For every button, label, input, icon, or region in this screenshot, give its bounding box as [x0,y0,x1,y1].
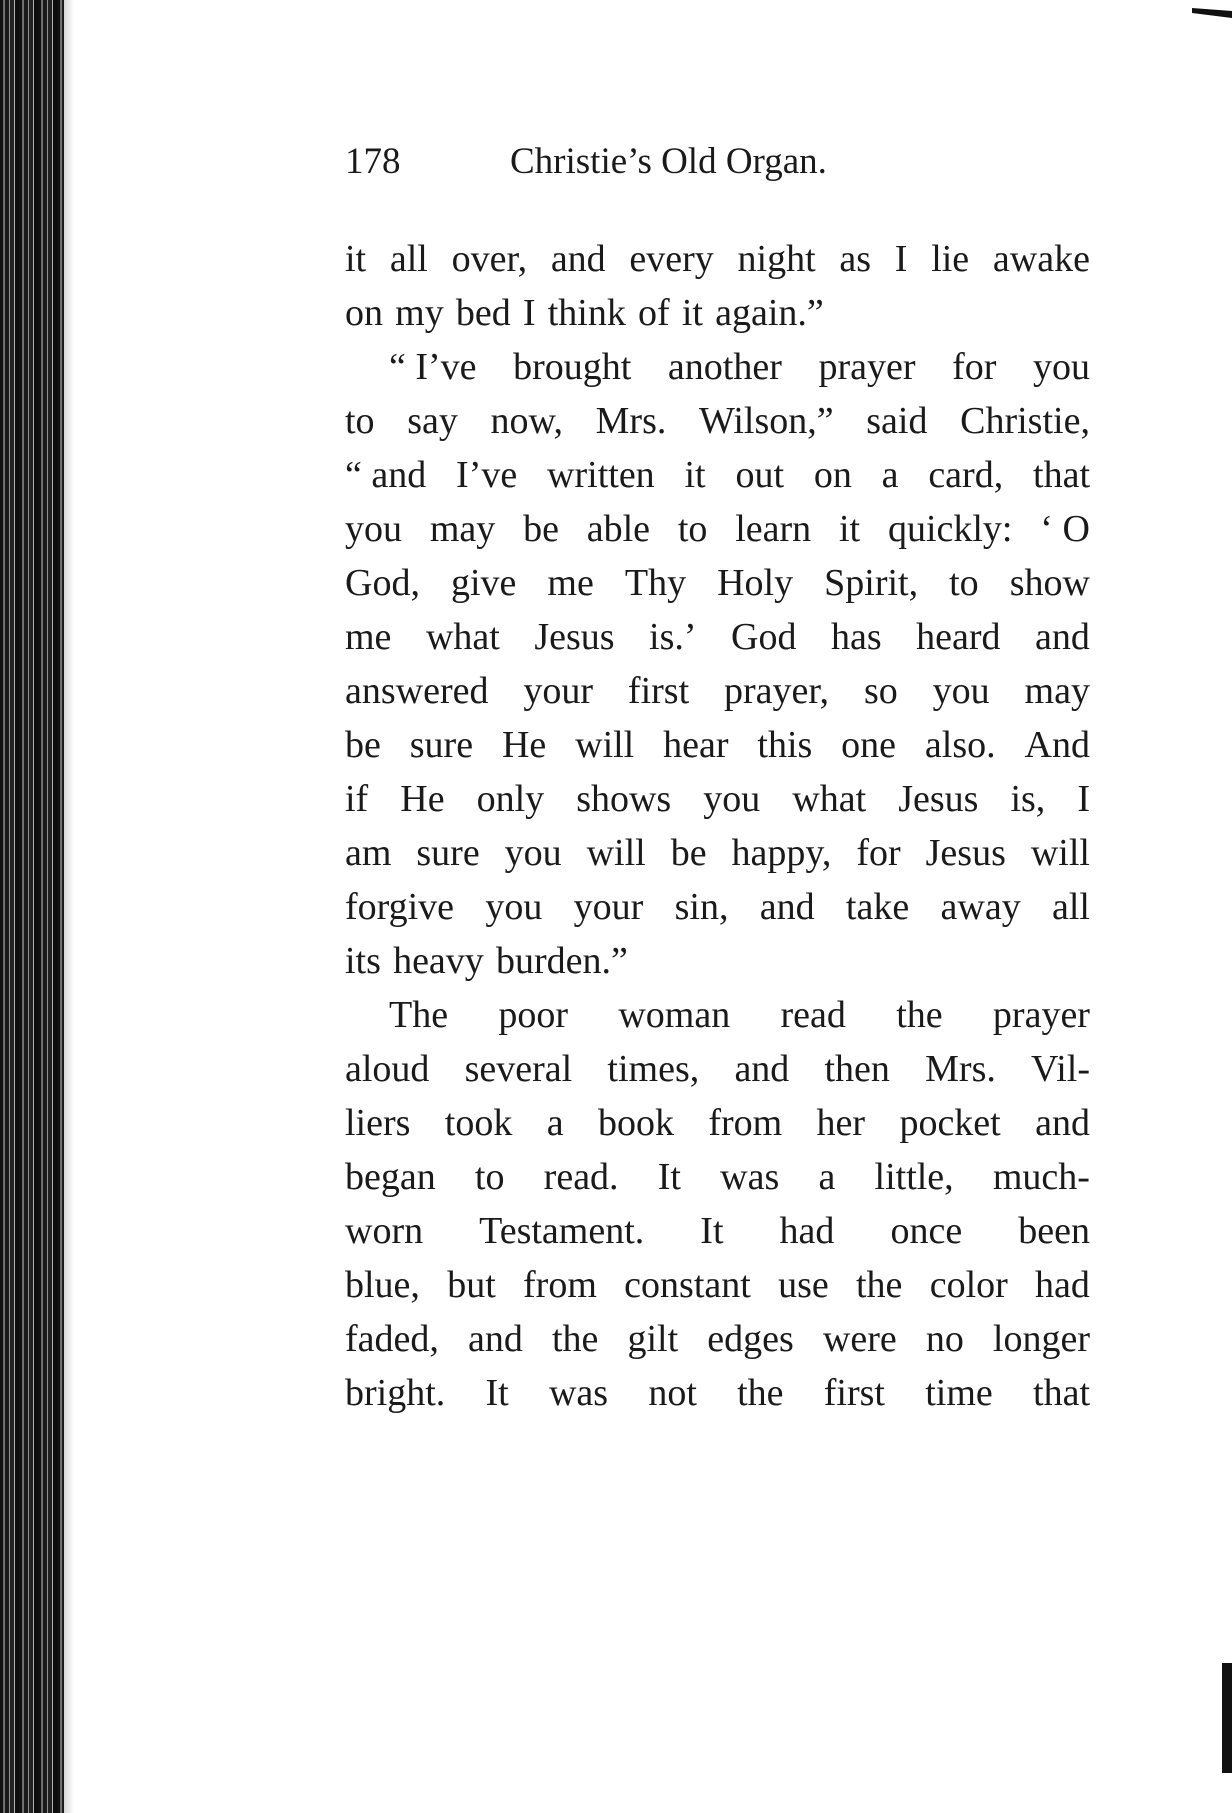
word: on [345,292,383,334]
word: answered [345,670,489,712]
word: been [1018,1210,1090,1252]
word: little, [874,1156,954,1198]
text-line [345,772,1090,826]
word: another [667,346,782,388]
scan-corner-mark [1192,8,1232,18]
word: may [429,508,496,550]
word: had [779,1210,835,1252]
text-line [345,1150,1090,1204]
word: a [818,1156,836,1198]
word: from [708,1102,783,1144]
text-line [345,1366,1090,1420]
word: prayer [818,346,916,388]
word: the [551,1318,599,1360]
word: time [925,1372,993,1414]
word: written [547,454,655,496]
word: ‘ O [1040,508,1090,550]
word: first [823,1372,885,1414]
word: longer [992,1318,1090,1360]
word: take [845,886,910,928]
word: Mrs. [925,1048,996,1090]
word: and [1035,616,1090,658]
word: the [856,1264,903,1306]
binding-shadow [64,0,74,1813]
word: bed [455,292,511,334]
text-line [345,880,1090,934]
word: on [813,454,852,496]
word: this [757,724,813,766]
word: one [841,724,897,766]
page-number: 178 [345,141,401,182]
word: from [523,1264,597,1306]
word: read [780,994,846,1036]
word: and [550,238,606,280]
word: a [881,454,899,496]
word: all [389,238,428,280]
text-line [345,934,1090,988]
word: first [627,670,690,712]
word: hear [663,724,729,766]
word: constant [624,1264,751,1306]
word: and [467,1318,523,1360]
word: be [345,724,381,766]
word: worn [345,1210,424,1252]
word: that [1033,1372,1090,1414]
word: not [648,1372,697,1414]
word: will [575,724,635,766]
word: began [345,1156,436,1198]
word: He [501,724,547,766]
word: pocket [899,1102,1001,1144]
word: again.” [715,292,824,334]
word: took [444,1102,513,1144]
text-line [345,610,1090,664]
page-header [345,140,1090,184]
word: be [523,508,559,550]
word: you [485,886,543,928]
word: and [734,1048,790,1090]
word: bright. [345,1372,446,1414]
word: learn [735,508,812,550]
word: liers [345,1102,411,1144]
word: will [586,832,646,874]
word: gilt [627,1318,679,1360]
word: show [1009,562,1090,604]
word: so [863,670,898,712]
word: burden.” [495,940,628,982]
word: I’ve [456,454,518,496]
text-line [345,232,1090,286]
word: am [345,832,392,874]
word: to [949,562,979,604]
word: was [720,1156,780,1198]
word: had [1035,1264,1090,1306]
word: said [866,400,928,442]
word: faded, [345,1318,439,1360]
word: for [952,346,997,388]
word: what [425,616,500,658]
word: to [345,400,375,442]
word: give [450,562,517,604]
word: but [447,1264,496,1306]
word: Holy [717,562,794,604]
word: then [824,1048,890,1090]
word: will [1030,832,1090,874]
word: much- [992,1156,1090,1198]
word: as [839,238,872,280]
word: Christie, [960,400,1090,442]
word: it [839,508,861,550]
word: awake [992,238,1090,280]
word: sure [409,724,474,766]
text-line [345,1312,1090,1366]
word: also. [924,724,996,766]
scan-edge-mark [1222,1663,1232,1773]
word: edges [707,1318,794,1360]
word: is, [1010,778,1046,820]
word: He [400,778,445,820]
word: think [547,292,626,334]
text-line [345,1042,1090,1096]
word: prayer [992,994,1090,1036]
word: be [670,832,707,874]
word: times, [607,1048,700,1090]
word: use [778,1264,829,1306]
word: It [657,1156,681,1198]
word: to [474,1156,505,1198]
word: me [345,616,392,658]
word: away [940,886,1021,928]
word: her [816,1102,866,1144]
word: happy, [731,832,832,874]
body-text [345,232,1090,1420]
word: Jesus [534,616,615,658]
word: It [485,1372,509,1414]
word: And [1024,724,1090,766]
word: able [586,508,651,550]
word: prayer, [724,670,830,712]
word: heard [916,616,1001,658]
word: lie [931,238,970,280]
word: for [856,832,901,874]
running-title: Christie’s Old Organ. [510,141,827,182]
word: may [1024,670,1090,712]
word: woman [618,994,731,1036]
word: all [1052,886,1090,928]
word: God, [345,562,420,604]
word: It [700,1210,724,1252]
word: God [731,616,797,658]
word: is.’ [649,616,697,658]
word: Spirit, [824,562,919,604]
word: The [389,994,449,1036]
word: it [684,454,706,496]
word: now, [490,400,563,442]
word: it [345,238,367,280]
word: and [1035,1102,1090,1144]
book-page [345,140,1090,1420]
text-line [345,1258,1090,1312]
text-line [345,718,1090,772]
word: my [395,292,444,334]
text-line [345,286,1090,340]
word: poor [498,994,569,1036]
word: quickly: [887,508,1013,550]
word: say [407,400,458,442]
word: your [523,670,594,712]
word: night [737,238,816,280]
word: were [822,1318,897,1360]
word: me [547,562,594,604]
word: the [896,994,943,1036]
word: I [1077,778,1090,820]
word: and [759,886,815,928]
text-line [345,394,1090,448]
text-line [345,1096,1090,1150]
word: every [629,238,714,280]
word: you [703,778,761,820]
word: I [522,292,536,334]
text-line [345,1204,1090,1258]
word: Jesus [925,832,1006,874]
word: that [1033,454,1090,496]
word: several [464,1048,573,1090]
word: heavy [393,940,484,982]
word: forgive [345,886,455,928]
word: aloud [345,1048,430,1090]
word: Thy [624,562,687,604]
word: its [345,940,381,982]
word: you [345,508,402,550]
word: card, [928,454,1004,496]
word: “ I’ve [389,346,477,388]
word: it [681,292,703,334]
text-line [345,826,1090,880]
text-line [345,340,1090,394]
word: to [677,508,708,550]
text-line [345,664,1090,718]
word: over, [451,238,528,280]
word: book [597,1102,674,1144]
book-binding-edge [0,0,64,1813]
word: was [548,1372,609,1414]
word: if [345,778,369,820]
word: sure [416,832,480,874]
word: brought [513,346,632,388]
word: Wilson,” [699,400,834,442]
word: “ and [345,454,427,496]
word: once [890,1210,963,1252]
word: no [925,1318,964,1360]
word: of [638,292,670,334]
text-line [345,502,1090,556]
word: a [546,1102,564,1144]
word: only [476,778,545,820]
word: the [737,1372,784,1414]
word: Mrs. [595,400,667,442]
word: shows [576,778,672,820]
word: blue, [345,1264,420,1306]
word: I [894,238,908,280]
word: read. [543,1156,619,1198]
word: you [1032,346,1090,388]
text-line [345,556,1090,610]
word: you [932,670,990,712]
word: has [831,616,882,658]
text-line [345,988,1090,1042]
word: what [792,778,867,820]
word: Testament. [479,1210,645,1252]
word: sin, [674,886,729,928]
word: you [504,832,562,874]
word: Vil- [1031,1048,1090,1090]
word: Jesus [898,778,979,820]
word: your [573,886,644,928]
word: out [735,454,784,496]
word: color [929,1264,1008,1306]
text-line [345,448,1090,502]
